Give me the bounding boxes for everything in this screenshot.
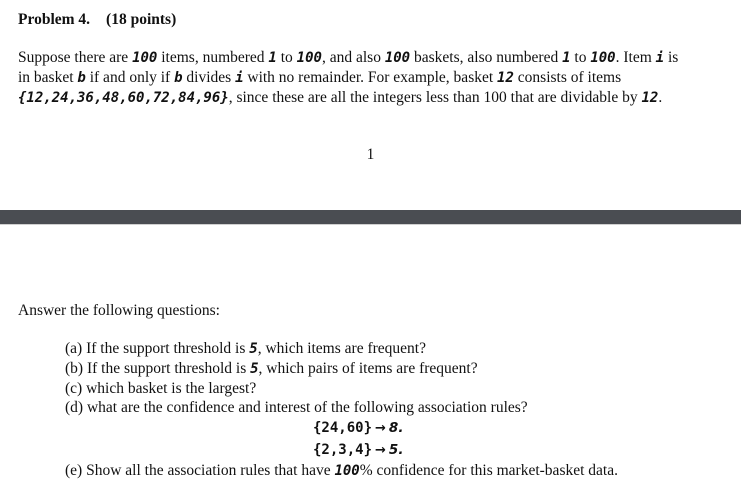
page-number: 1 (366, 146, 375, 163)
statement-line-3 (18, 88, 728, 108)
question-list (65, 339, 618, 481)
page-break-edge (0, 224, 741, 225)
question-e (65, 461, 618, 481)
math-number: 100 (384, 50, 411, 66)
rule-lhs: {24,60} (313, 420, 373, 436)
math-number: 12 (641, 90, 659, 106)
text: (e) Show all the association rules that have (65, 462, 335, 479)
text: , which items are frequent? (257, 340, 426, 357)
math-number: 100 (334, 463, 360, 479)
math-number: 100 (132, 50, 158, 66)
text: , which pairs of items are frequent? (258, 360, 478, 377)
question-b (65, 359, 618, 379)
math-number: 12 (497, 70, 514, 86)
text: baskets, also numbered (410, 49, 563, 66)
text: in basket (18, 69, 78, 86)
text: % confidence for this market-basket data. (359, 462, 618, 479)
text: to (570, 49, 591, 66)
text: , since these are all the integers less than 100 that are dividable by (228, 89, 642, 106)
page-break-bar (0, 210, 741, 225)
math-number: 5 (249, 341, 258, 357)
rule-rhs: 8. (388, 420, 404, 436)
problem-statement (18, 48, 728, 108)
text: to (276, 49, 297, 66)
text: items, numbered (157, 49, 269, 66)
association-rule-1 (65, 417, 618, 439)
text: (b) If the support threshold is (65, 360, 251, 377)
text: . (658, 89, 663, 106)
problem-points: (18 points) (106, 11, 177, 28)
math-variable: i (235, 70, 244, 86)
question-d: (d) what are the confidence and interest of the following association rules? (65, 399, 528, 416)
problem-title: Problem 4. (18, 11, 91, 28)
rule-lhs: {2,3,4} (313, 442, 373, 458)
math-variable: b (77, 70, 86, 86)
math-variable: b (174, 70, 183, 86)
math-number: 1 (268, 50, 277, 66)
text: Suppose there are (18, 49, 133, 66)
math-set: {12,24,36,48,60,72,84,96} (18, 90, 229, 106)
question-c: (c) which basket is the largest? (65, 380, 257, 397)
text: is (664, 49, 679, 66)
questions-intro: Answer the following questions: (18, 302, 220, 319)
rule-rhs: 5. (388, 442, 404, 458)
text: (a) If the support threshold is (65, 340, 250, 357)
statement-line-1 (18, 48, 728, 68)
text: consists of items (513, 69, 622, 86)
association-rule-2 (65, 439, 618, 461)
text: . Item (615, 49, 656, 66)
text: , and also (321, 49, 385, 66)
text: divides (182, 69, 236, 86)
math-number: 5 (250, 361, 259, 377)
math-number: 100 (296, 50, 322, 66)
text: with no remainder. For example, basket (243, 69, 498, 86)
text: if and only if (85, 69, 175, 86)
arrow-icon: → (375, 421, 386, 436)
math-number: 100 (590, 50, 616, 66)
math-variable: i (655, 50, 665, 66)
problem-header (18, 11, 176, 29)
math-number: 1 (562, 50, 571, 66)
question-a (65, 339, 618, 359)
arrow-icon: → (375, 443, 386, 458)
statement-line-2 (18, 68, 728, 88)
